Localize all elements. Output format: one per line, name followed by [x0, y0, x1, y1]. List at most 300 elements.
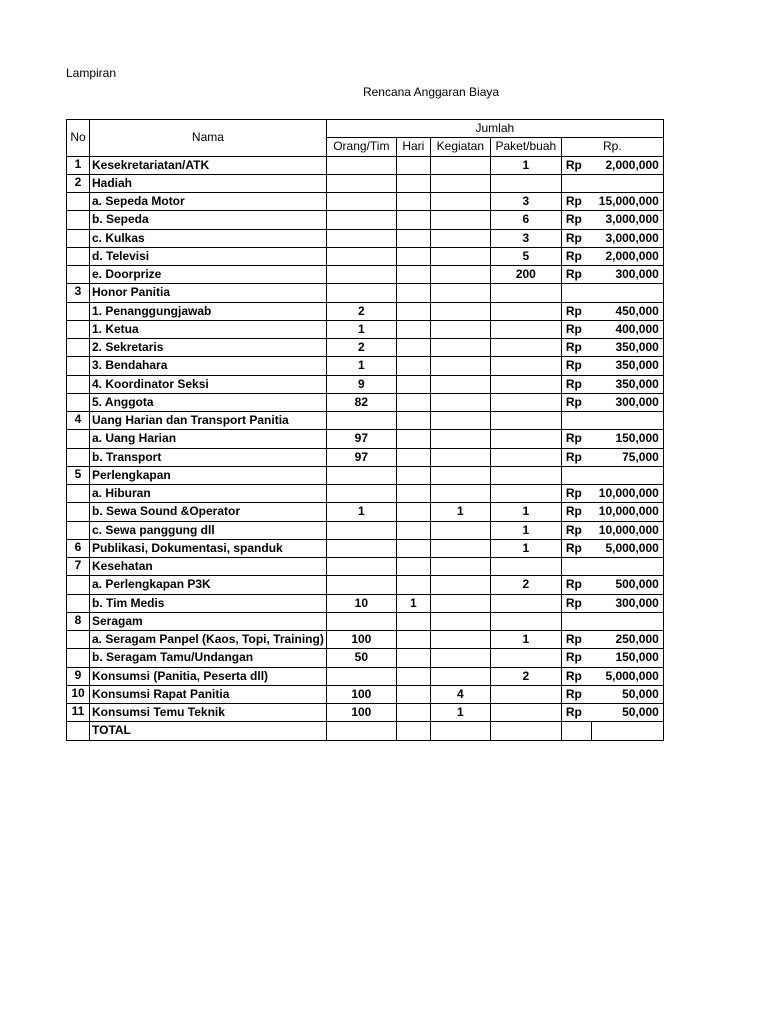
- row-number: [67, 229, 90, 247]
- row-kegiatan: [430, 393, 490, 411]
- row-number: [67, 339, 90, 357]
- row-hari: [396, 503, 430, 521]
- row-hari: [396, 266, 430, 284]
- row-name: Kesehatan: [90, 558, 327, 576]
- table-row: [67, 558, 664, 576]
- row-kegiatan: [430, 466, 490, 484]
- row-hari: [396, 448, 430, 466]
- row-amount: [591, 558, 663, 576]
- row-number: [67, 375, 90, 393]
- row-paket: 1: [490, 156, 561, 174]
- row-hari: [396, 302, 430, 320]
- row-number: 7: [67, 558, 90, 576]
- row-hari: [396, 174, 430, 192]
- row-amount: 150,000: [591, 649, 663, 667]
- row-paket: [490, 448, 561, 466]
- row-rp-label: Rp: [561, 193, 591, 211]
- row-amount: 350,000: [591, 375, 663, 393]
- row-hari: [396, 247, 430, 265]
- row-orang: 9: [326, 375, 396, 393]
- row-kegiatan: [430, 339, 490, 357]
- row-name: Konsumsi Temu Teknik: [90, 704, 327, 722]
- row-amount: 75,000: [591, 448, 663, 466]
- row-kegiatan: [430, 156, 490, 174]
- row-orang: 97: [326, 448, 396, 466]
- table-row: [67, 211, 664, 229]
- table-row: [67, 156, 664, 174]
- row-hari: [396, 156, 430, 174]
- row-orang: 1: [326, 357, 396, 375]
- table-row: [67, 485, 664, 503]
- row-number: [67, 211, 90, 229]
- row-rp-label: [561, 466, 591, 484]
- col-no-header: No: [67, 120, 90, 157]
- row-kegiatan: [430, 448, 490, 466]
- row-name: 5. Anggota: [90, 393, 327, 411]
- row-number: [67, 320, 90, 338]
- row-kegiatan: [430, 193, 490, 211]
- row-number: [67, 302, 90, 320]
- row-amount: 350,000: [591, 339, 663, 357]
- row-paket: 1: [490, 503, 561, 521]
- row-paket: 5: [490, 247, 561, 265]
- row-rp-label: Rp: [561, 539, 591, 557]
- total-empty-cell: [490, 722, 561, 740]
- table-row: [67, 612, 664, 630]
- table-body: [67, 156, 664, 740]
- table-row: [67, 266, 664, 284]
- row-orang: [326, 284, 396, 302]
- row-kegiatan: [430, 430, 490, 448]
- row-number: [67, 357, 90, 375]
- row-rp-label: Rp: [561, 247, 591, 265]
- row-rp-label: Rp: [561, 631, 591, 649]
- col-hari-header: Hari: [396, 138, 430, 156]
- row-hari: [396, 211, 430, 229]
- row-orang: 2: [326, 302, 396, 320]
- row-kegiatan: [430, 357, 490, 375]
- row-rp-label: Rp: [561, 448, 591, 466]
- row-kegiatan: [430, 667, 490, 685]
- row-number: 3: [67, 284, 90, 302]
- row-rp-label: Rp: [561, 211, 591, 229]
- row-rp-label: Rp: [561, 375, 591, 393]
- row-orang: [326, 412, 396, 430]
- row-paket: [490, 174, 561, 192]
- row-orang: [326, 266, 396, 284]
- row-name: Hadiah: [90, 174, 327, 192]
- table-row: [67, 704, 664, 722]
- row-name: e. Doorprize: [90, 266, 327, 284]
- row-amount: 10,000,000: [591, 521, 663, 539]
- row-paket: [490, 302, 561, 320]
- row-orang: 82: [326, 393, 396, 411]
- row-name: a. Hiburan: [90, 485, 327, 503]
- row-kegiatan: [430, 539, 490, 557]
- row-orang: [326, 247, 396, 265]
- row-orang: [326, 485, 396, 503]
- row-paket: 2: [490, 667, 561, 685]
- total-empty-cell: [326, 722, 396, 740]
- row-orang: [326, 667, 396, 685]
- row-number: [67, 430, 90, 448]
- row-amount: 150,000: [591, 430, 663, 448]
- row-orang: [326, 174, 396, 192]
- row-orang: 10: [326, 594, 396, 612]
- table-row: [67, 594, 664, 612]
- table-row: [67, 576, 664, 594]
- row-paket: 200: [490, 266, 561, 284]
- row-name: b. Seragam Tamu/Undangan: [90, 649, 327, 667]
- row-name: d. Televisi: [90, 247, 327, 265]
- row-rp-label: Rp: [561, 685, 591, 703]
- row-rp-label: [561, 412, 591, 430]
- table-row: [67, 466, 664, 484]
- row-rp-label: Rp: [561, 156, 591, 174]
- col-paket-header: Paket/buah: [490, 138, 561, 156]
- document-title: Rencana Anggaran Biaya: [362, 85, 500, 99]
- row-orang: [326, 229, 396, 247]
- total-empty-cell: [396, 722, 430, 740]
- row-hari: [396, 193, 430, 211]
- table-row: [67, 174, 664, 192]
- total-empty-cell: [591, 722, 663, 740]
- row-hari: [396, 393, 430, 411]
- row-number: 9: [67, 667, 90, 685]
- row-rp-label: Rp: [561, 667, 591, 685]
- table-row: [67, 284, 664, 302]
- row-name: a. Seragam Panpel (Kaos, Topi, Training): [90, 631, 327, 649]
- table-row: [67, 521, 664, 539]
- row-number: 1: [67, 156, 90, 174]
- row-hari: [396, 631, 430, 649]
- row-amount: 300,000: [591, 393, 663, 411]
- row-kegiatan: [430, 576, 490, 594]
- row-kegiatan: [430, 375, 490, 393]
- row-rp-label: Rp: [561, 576, 591, 594]
- row-number: [67, 266, 90, 284]
- row-paket: 2: [490, 576, 561, 594]
- row-number: 5: [67, 466, 90, 484]
- row-orang: [326, 612, 396, 630]
- row-paket: [490, 594, 561, 612]
- row-name: a. Uang Harian: [90, 430, 327, 448]
- row-paket: [490, 485, 561, 503]
- row-name: Seragam: [90, 612, 327, 630]
- row-kegiatan: [430, 594, 490, 612]
- row-amount: 10,000,000: [591, 503, 663, 521]
- total-row-number: [67, 722, 90, 740]
- row-kegiatan: [430, 612, 490, 630]
- row-name: 1. Ketua: [90, 320, 327, 338]
- row-name: 4. Koordinator Seksi: [90, 375, 327, 393]
- row-paket: [490, 320, 561, 338]
- row-name: Perlengkapan: [90, 466, 327, 484]
- row-rp-label: [561, 174, 591, 192]
- row-paket: [490, 685, 561, 703]
- row-amount: 10,000,000: [591, 485, 663, 503]
- row-hari: [396, 667, 430, 685]
- total-empty-cell: [430, 722, 490, 740]
- table-row: [67, 320, 664, 338]
- row-name: c. Kulkas: [90, 229, 327, 247]
- row-kegiatan: [430, 174, 490, 192]
- row-orang: [326, 211, 396, 229]
- row-hari: 1: [396, 594, 430, 612]
- row-orang: 1: [326, 320, 396, 338]
- table-row: [67, 193, 664, 211]
- row-number: [67, 576, 90, 594]
- row-hari: [396, 229, 430, 247]
- row-rp-label: Rp: [561, 485, 591, 503]
- row-name: b. Sewa Sound &Operator: [90, 503, 327, 521]
- row-rp-label: Rp: [561, 594, 591, 612]
- row-number: [67, 485, 90, 503]
- col-rp-header: Rp.: [561, 138, 663, 156]
- total-label: TOTAL: [90, 722, 327, 740]
- row-rp-label: Rp: [561, 704, 591, 722]
- total-row: [67, 722, 664, 740]
- row-orang: 50: [326, 649, 396, 667]
- row-kegiatan: 1: [430, 503, 490, 521]
- row-amount: 3,000,000: [591, 229, 663, 247]
- row-rp-label: [561, 558, 591, 576]
- row-amount: 5,000,000: [591, 667, 663, 685]
- row-hari: [396, 375, 430, 393]
- row-paket: [490, 284, 561, 302]
- row-orang: 100: [326, 685, 396, 703]
- row-amount: 300,000: [591, 594, 663, 612]
- row-hari: [396, 339, 430, 357]
- row-number: 8: [67, 612, 90, 630]
- row-orang: 100: [326, 704, 396, 722]
- row-amount: 250,000: [591, 631, 663, 649]
- lampiran-label: Lampiran: [66, 66, 117, 80]
- row-number: [67, 594, 90, 612]
- col-nama-header: Nama: [90, 120, 327, 157]
- row-amount: 50,000: [591, 685, 663, 703]
- table-row: [67, 503, 664, 521]
- row-hari: [396, 649, 430, 667]
- row-kegiatan: [430, 284, 490, 302]
- row-name: 3. Bendahara: [90, 357, 327, 375]
- row-amount: 400,000: [591, 320, 663, 338]
- row-paket: [490, 558, 561, 576]
- table-row: [67, 539, 664, 557]
- row-paket: [490, 393, 561, 411]
- row-name: a. Perlengkapan P3K: [90, 576, 327, 594]
- row-name: Konsumsi (Panitia, Peserta dll): [90, 667, 327, 685]
- row-orang: [326, 539, 396, 557]
- row-hari: [396, 685, 430, 703]
- total-empty-cell: [561, 722, 591, 740]
- row-rp-label: Rp: [561, 430, 591, 448]
- row-paket: [490, 339, 561, 357]
- row-rp-label: Rp: [561, 649, 591, 667]
- row-name: b. Tim Medis: [90, 594, 327, 612]
- row-hari: [396, 539, 430, 557]
- row-hari: [396, 576, 430, 594]
- row-name: Kesekretariatan/ATK: [90, 156, 327, 174]
- row-paket: [490, 412, 561, 430]
- row-kegiatan: [430, 247, 490, 265]
- table-row: [67, 375, 664, 393]
- row-number: [67, 503, 90, 521]
- row-paket: [490, 430, 561, 448]
- row-amount: [591, 412, 663, 430]
- row-paket: 3: [490, 229, 561, 247]
- row-amount: 500,000: [591, 576, 663, 594]
- row-orang: [326, 466, 396, 484]
- table-row: [67, 357, 664, 375]
- row-paket: 1: [490, 631, 561, 649]
- row-hari: [396, 412, 430, 430]
- table-row: [67, 448, 664, 466]
- row-number: [67, 521, 90, 539]
- row-kegiatan: [430, 631, 490, 649]
- row-orang: [326, 558, 396, 576]
- row-paket: [490, 649, 561, 667]
- row-number: [67, 247, 90, 265]
- row-paket: 1: [490, 521, 561, 539]
- row-hari: [396, 320, 430, 338]
- row-kegiatan: 4: [430, 685, 490, 703]
- row-name: Konsumsi Rapat Panitia: [90, 685, 327, 703]
- row-paket: 1: [490, 539, 561, 557]
- table-row: [67, 430, 664, 448]
- col-jumlah-header: Jumlah: [326, 120, 663, 138]
- row-hari: [396, 430, 430, 448]
- row-rp-label: Rp: [561, 503, 591, 521]
- row-number: [67, 193, 90, 211]
- row-kegiatan: [430, 412, 490, 430]
- row-paket: 6: [490, 211, 561, 229]
- row-name: Publikasi, Dokumentasi, spanduk: [90, 539, 327, 557]
- row-orang: [326, 193, 396, 211]
- row-amount: 2,000,000: [591, 247, 663, 265]
- row-rp-label: Rp: [561, 302, 591, 320]
- row-hari: [396, 466, 430, 484]
- row-amount: 450,000: [591, 302, 663, 320]
- row-rp-label: [561, 612, 591, 630]
- table-row: [67, 631, 664, 649]
- row-paket: [490, 375, 561, 393]
- table-row: [67, 667, 664, 685]
- row-kegiatan: [430, 485, 490, 503]
- row-name: c. Sewa panggung dll: [90, 521, 327, 539]
- table-row: [67, 649, 664, 667]
- row-number: [67, 649, 90, 667]
- row-name: Uang Harian dan Transport Panitia: [90, 412, 327, 430]
- row-number: [67, 631, 90, 649]
- budget-table: [66, 119, 664, 741]
- row-number: 10: [67, 685, 90, 703]
- row-orang: [326, 156, 396, 174]
- row-paket: [490, 466, 561, 484]
- row-amount: [591, 466, 663, 484]
- row-name: b. Transport: [90, 448, 327, 466]
- row-kegiatan: [430, 558, 490, 576]
- row-amount: [591, 174, 663, 192]
- row-paket: 3: [490, 193, 561, 211]
- row-hari: [396, 612, 430, 630]
- col-kegiatan-header: Kegiatan: [430, 138, 490, 156]
- row-amount: 50,000: [591, 704, 663, 722]
- row-hari: [396, 357, 430, 375]
- row-orang: [326, 576, 396, 594]
- row-hari: [396, 521, 430, 539]
- row-amount: 2,000,000: [591, 156, 663, 174]
- row-amount: 350,000: [591, 357, 663, 375]
- table-row: [67, 339, 664, 357]
- row-hari: [396, 558, 430, 576]
- row-kegiatan: [430, 211, 490, 229]
- row-name: a. Sepeda Motor: [90, 193, 327, 211]
- row-number: 4: [67, 412, 90, 430]
- row-amount: 300,000: [591, 266, 663, 284]
- row-name: Honor Panitia: [90, 284, 327, 302]
- row-kegiatan: [430, 320, 490, 338]
- row-number: [67, 393, 90, 411]
- table-row: [67, 685, 664, 703]
- row-hari: [396, 485, 430, 503]
- row-orang: 100: [326, 631, 396, 649]
- row-rp-label: Rp: [561, 266, 591, 284]
- row-name: b. Sepeda: [90, 211, 327, 229]
- row-orang: [326, 521, 396, 539]
- row-rp-label: Rp: [561, 339, 591, 357]
- header-row-1: [67, 120, 664, 138]
- row-orang: 2: [326, 339, 396, 357]
- row-orang: 97: [326, 430, 396, 448]
- row-amount: 15,000,000: [591, 193, 663, 211]
- row-kegiatan: [430, 302, 490, 320]
- row-rp-label: [561, 284, 591, 302]
- row-number: 11: [67, 704, 90, 722]
- row-hari: [396, 284, 430, 302]
- row-paket: [490, 612, 561, 630]
- table-row: [67, 247, 664, 265]
- row-paket: [490, 357, 561, 375]
- row-rp-label: Rp: [561, 229, 591, 247]
- table-row: [67, 229, 664, 247]
- row-amount: [591, 612, 663, 630]
- col-orang-header: Orang/Tim: [326, 138, 396, 156]
- row-hari: [396, 704, 430, 722]
- row-rp-label: Rp: [561, 357, 591, 375]
- row-kegiatan: 1: [430, 704, 490, 722]
- row-paket: [490, 704, 561, 722]
- row-number: 2: [67, 174, 90, 192]
- row-rp-label: Rp: [561, 393, 591, 411]
- row-name: 2. Sekretaris: [90, 339, 327, 357]
- row-kegiatan: [430, 229, 490, 247]
- row-orang: 1: [326, 503, 396, 521]
- table-row: [67, 412, 664, 430]
- row-kegiatan: [430, 521, 490, 539]
- row-amount: [591, 284, 663, 302]
- row-number: 6: [67, 539, 90, 557]
- row-rp-label: Rp: [561, 320, 591, 338]
- table-row: [67, 393, 664, 411]
- row-name: 1. Penanggungjawab: [90, 302, 327, 320]
- row-amount: 5,000,000: [591, 539, 663, 557]
- row-rp-label: Rp: [561, 521, 591, 539]
- row-kegiatan: [430, 649, 490, 667]
- row-kegiatan: [430, 266, 490, 284]
- row-amount: 3,000,000: [591, 211, 663, 229]
- table-row: [67, 302, 664, 320]
